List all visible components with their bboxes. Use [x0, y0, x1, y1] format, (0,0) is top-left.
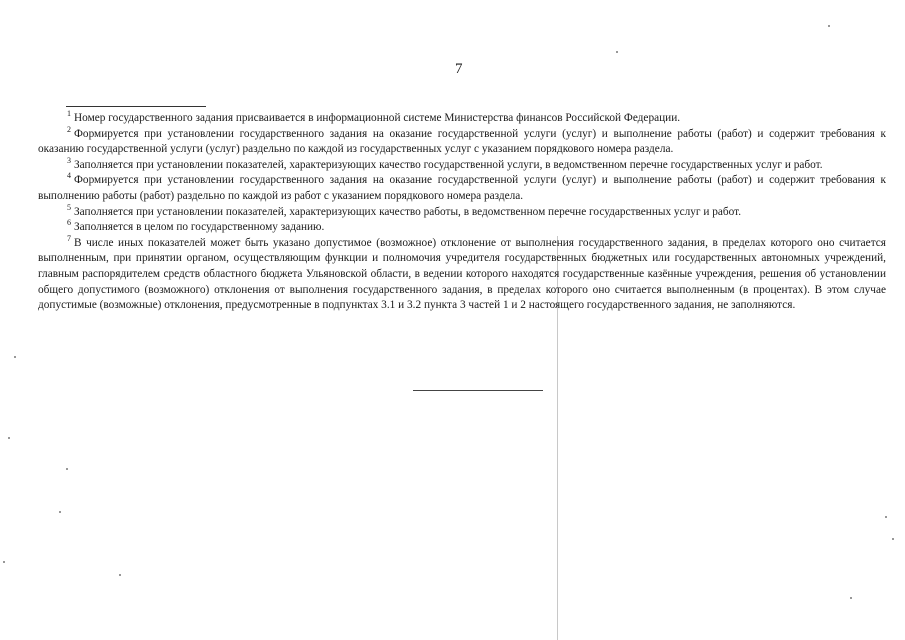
scan-speck [3, 561, 5, 563]
footnote-text: Номер государственного задания присваивается в информационной системе Министерства финансов Российской Федерации. [74, 112, 681, 124]
footnote-3 [38, 155, 886, 174]
scan-speck [850, 597, 852, 599]
footnote-marker: 7 [67, 233, 71, 243]
footnote-text: Формируется при установлении государственного задания на оказание государственной услуги (услуг) и выполнение работы (работ) и содержит требования к выполнению работы (работ) раздельно по каждой из работ с указанием порядкового номера раздела. [38, 174, 886, 202]
footnote-7 [38, 233, 886, 314]
footnote-4 [38, 173, 886, 204]
footnote-1 [38, 111, 886, 127]
footnote-6 [38, 220, 886, 236]
scan-speck [66, 468, 68, 470]
end-of-text-rule [413, 390, 543, 391]
footnote-text: Заполняется при установлении показателей, характеризующих качество государственной услуги, в ведомственном перечне государственных услуг и работ. [74, 158, 823, 171]
footnote-text: Заполняется при установлении показателей, характеризующих качество работы, в ведомственном перечне государственных услуг и работ. [74, 205, 742, 218]
footnote-2 [38, 124, 886, 158]
scan-speck [828, 25, 830, 27]
footnote-marker: 3 [67, 155, 71, 165]
page-number: 7 [455, 61, 463, 77]
footnote-marker: 4 [67, 171, 71, 181]
footnote-text: В числе иных показателей может быть указано допустимое (возможное) отклонение от выполнения государственного задания, в пределах которого оно считается выполненным, при принятии органом, осуществляющим функции и полномочия учредителя государственных бюджетных или государственных автономных учреждений, главным распорядителем средств областного бюджета Ульяновской области, в ведении которого находятся государственные казённые учреждения, решения об установлении общего допустимого (возможного) отклонения от выполнения государственного задания, в пределах которого оно считается выполненным (в процентах). В этом случае допустимые (возможные) отклонения, предусмотренные в подпунктах 3.1 и 3.2 пункта 3 частей 1 и 2 настоящего государственного задания, не заполняются. [38, 236, 886, 312]
scan-speck [892, 538, 894, 540]
footnotes-block [38, 111, 886, 314]
scan-speck [59, 511, 61, 513]
footnote-marker: 1 [67, 109, 71, 118]
scan-speck [616, 51, 618, 53]
scan-speck [119, 574, 121, 576]
footnote-text: Заполняется в целом по государственному заданию. [74, 221, 325, 234]
footnote-text: Формируется при установлении государственного задания на оказание государственной услуги (услуг) и выполнение работы (работ) и содержит требования к оказанию государственной услуги (услуг) раздельно по каждой из государственных услуг с указанием порядкового номера раздела. [38, 127, 886, 156]
footnote-separator [66, 106, 206, 107]
footnote-marker: 2 [67, 124, 71, 134]
footnote-marker: 5 [67, 202, 71, 212]
scan-speck [8, 437, 10, 439]
footnote-marker: 6 [67, 218, 71, 228]
scan-speck [14, 356, 16, 358]
footnote-5 [38, 202, 886, 221]
scan-speck [885, 516, 887, 518]
